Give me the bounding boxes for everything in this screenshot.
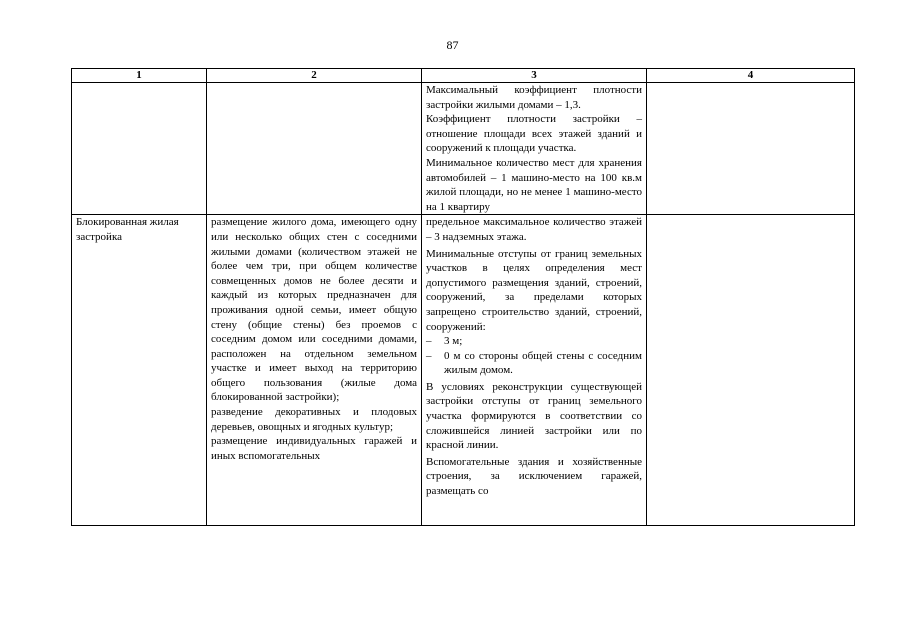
regulations-table <box>71 68 855 526</box>
row1-cell-parameters <box>422 83 647 215</box>
page-number: 87 <box>446 38 459 52</box>
dash-list-item <box>426 349 642 378</box>
row2-cell-parameters <box>422 215 647 526</box>
dash-list-text: 0 м со стороны общей стены с соседним жилым домом. <box>444 349 642 377</box>
row1-cell-use-type <box>72 83 207 215</box>
table-row <box>72 83 855 215</box>
table-header-row <box>72 69 855 83</box>
row2-param-text: Вспомогательные здания и хозяйственные строения, за исключением гаражей, размещать со <box>426 455 642 498</box>
column-header-4: 4 <box>647 69 855 83</box>
row1-param-text: Коэффициент плотности застройки – отношение площади всех этажей зданий и сооружений к площади участка. <box>426 113 642 155</box>
dash-list-item <box>426 334 642 349</box>
column-header-1: 1 <box>72 69 207 83</box>
row2-description-text: размещение индивидуальных гаражей и иных вспомогательных <box>211 435 417 462</box>
row2-param-text: Минимальные отступы от границ земельных участков в целях определения мест допустимого размещения зданий, строений, сооружений, за пределами которых запрещено строительство зданий, строений, сооружений: <box>426 247 642 333</box>
row2-param-text: предельное максимальное количество этажей – 3 надземных этажа. <box>426 216 642 243</box>
dash-marker: – <box>426 335 432 348</box>
row1-cell-description <box>207 83 422 215</box>
row2-description-text: разведение декоративных и плодовых деревьев, овощных и ягодных культур; <box>211 406 417 433</box>
row2-param-text: В условиях реконструкции существующей застройки отступы от границ земельного участка формируются в соответствии со сложившейся линией застройки или по красной линии. <box>426 380 642 452</box>
row2-cell-description <box>207 215 422 526</box>
dash-marker: – <box>426 349 432 362</box>
dash-list-text: 3 м; <box>444 335 463 348</box>
use-type-name: Блокированная жилая застройка <box>76 216 179 243</box>
column-header-2: 2 <box>207 69 422 83</box>
row2-cell-notes <box>647 215 855 526</box>
row2-cell-use-type <box>72 215 207 526</box>
row1-param-text: Максимальный коэффициент плотности застройки жилыми домами – 1,3. <box>426 84 642 111</box>
row2-description-text: размещение жилого дома, имеющего одну или несколько общих стен с соседними жилыми домами (количеством этажей не более чем три, при общем количестве совмещенных домов не более десяти и каждый из которых предназначен для проживания одной семьи, имеет общую стену (общие стены) без проемов с соседним домом или соседними домами, расположен на отдельном земельном участке и имеет выход на территорию общего пользования (жилые дома блокированной застройки); <box>211 216 417 404</box>
row1-cell-notes <box>647 83 855 215</box>
table-row <box>72 215 855 526</box>
column-header-3: 3 <box>422 69 647 83</box>
row1-param-text: Минимальное количество мест для хранения автомобилей – 1 машино-место на 100 кв.м жилой площади, но не менее 1 машино-место на 1 квартиру <box>426 156 642 213</box>
